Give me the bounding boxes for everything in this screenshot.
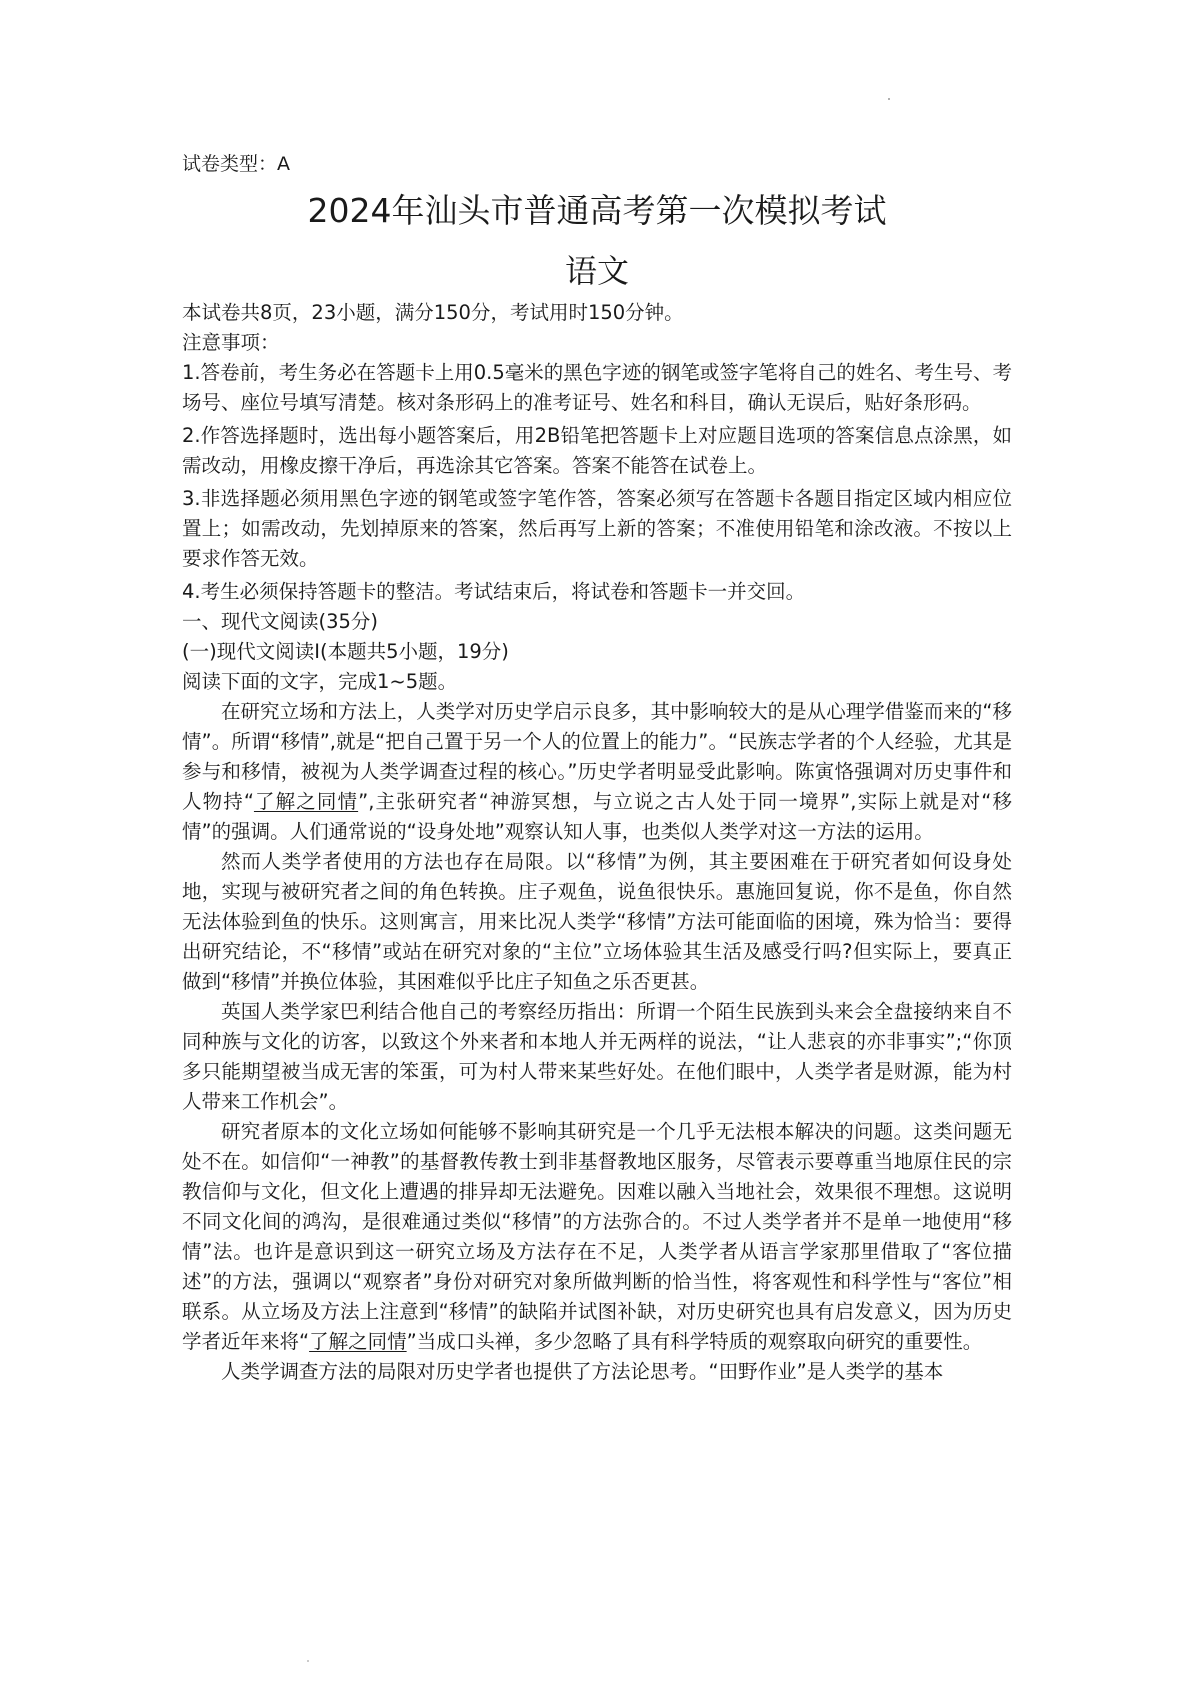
section-subheading: (一)现代文阅读Ⅰ(本题共5小题，19分) (182, 640, 509, 663)
article-text: ”当成口头禅，多少忽略了具有科学特质的观察取向研究的重要性。 (406, 1330, 983, 1353)
notice-item-4: 4.考生必须保持答题卡的整洁。考试结束后，将试卷和答题卡一并交回。 (182, 580, 806, 603)
article-paragraph-2: 然而人类学者使用的方法也存在局限。以“移情”为例，其主要困难在于研究者如何设身处地，实现与被研究者之间的角色转换。庄子观鱼，说鱼很快乐。惠施回复说，你不是鱼，你自然无法体验到鱼的快乐。这则寓言，用来比况人类学“移情”方法可能面临的困境，殊为恰当：要得出研究结论，不“移情”或站在研究对象的“主位”立场体验其生活及感受行吗?但实际上，要真正做到“移情”并换位体验，其困难似乎比庄子知鱼之乐否更甚。 (182, 850, 1012, 993)
notice-item-1: 1.答卷前，考生务必在答题卡上用0.5毫米的黑色字迹的钢笔或签字笔将自己的姓名、考生号、考场号、座位号填写清楚。核对条形码上的准考证号、姓名和科目，确认无误后，贴好条形码。 (182, 361, 1012, 414)
notice-item-3: 3.非选择题必须用黑色字迹的钢笔或签字笔作答，答案必须写在答题卡各题目指定区域内相应位置上；如需改动，先划掉原来的答案，然后再写上新的答案；不准使用铅笔和涂改液。不按以上要求作答无效。 (182, 487, 1012, 570)
notice-heading: 注意事项： (182, 331, 280, 354)
article-paragraph-3: 英国人类学家巴利结合他自己的考察经历指出：所谓一个陌生民族到头来会全盘接纳来自不同种族与文化的访客，以致这个外来者和本地人并无两样的说法，“让人悲哀的亦非事实”;“你顶多只能期望被当成无害的笨蛋，可为村人带来某些好处。在他们眼中，人类学者是财源，能为村人带来工作机会”。 (182, 1000, 1012, 1113)
exam-page (182, 150, 1012, 1387)
exam-type-label: 试卷类型：A (182, 153, 290, 175)
article-paragraph-1 (182, 697, 1012, 847)
underlined-term: 了解之同情 (309, 1330, 407, 1353)
reading-instruction: 阅读下面的文字，完成1~5题。 (182, 670, 458, 693)
subject-title: 语文 (564, 252, 629, 290)
scan-speck (888, 98, 890, 100)
exam-title: 2024年汕头市普通高考第一次模拟考试 (307, 191, 887, 230)
article-paragraph-4 (182, 1117, 1012, 1357)
article-text: 研究者原本的文化立场如何能够不影响其研究是一个几乎无法根本解决的问题。这类问题无处不在。如信仰“一神教”的基督教传教士到非基督教地区服务，尽管表示要尊重当地原住民的宗教信仰与文化，但文化上遭遇的排异却无法避免。因难以融入当地社会，效果很不理想。这说明不同文化间的鸿沟，是很难通过类似“移情”的方法弥合的。不过人类学者并不是单一地使用“移情”法。也许是意识到这一研究立场及方法存在不足，人类学者从语言学家那里借取了“客位描述”的方法，强调以“观察者”身份对研究对象所做判断的恰当性，将客观性和科学性与“客位”相联系。从立场及方法上注意到“移情”的缺陷并试图补缺，对历史研究也具有启发意义，因为历史学者近年来将“ (182, 1120, 1012, 1353)
article-paragraph-5: 人类学调查方法的局限对历史学者也提供了方法论思考。“田野作业”是人类学的基本 (221, 1360, 944, 1383)
article-text: ”,主张研究者“神游冥想，与立说之古人处于同一境界”,实际上就是对“移情”的强调。人们通常说的“设身处地”观察认知人事，也类似人类学对这一方法的运用。 (182, 790, 1012, 843)
section-heading: 一、现代文阅读(35分) (182, 610, 379, 633)
scan-speck (307, 1660, 309, 1662)
underlined-term: 了解之同情 (253, 790, 359, 813)
notice-item-2: 2.作答选择题时，选出每小题答案后，用2B铅笔把答题卡上对应题目选项的答案信息点涂黑，如需改动，用橡皮擦干净后，再选涂其它答案。答案不能答在试卷上。 (182, 424, 1012, 477)
article-text: 在研究立场和方法上，人类学对历史学启示良多，其中影响较大的是从心理学借鉴而来的“移情”。所谓“移情”,就是“把自己置于另一个人的位置上的能力”。“民族志学者的个人经验，尤其是参与和移情，被视为人类学调查过程的核心。”历史学者明显受此影响。陈寅恪强调对历史事件和人物持“ (182, 700, 1012, 813)
exam-info: 本试卷共8页，23小题，满分150分，考试用时150分钟。 (182, 301, 684, 324)
